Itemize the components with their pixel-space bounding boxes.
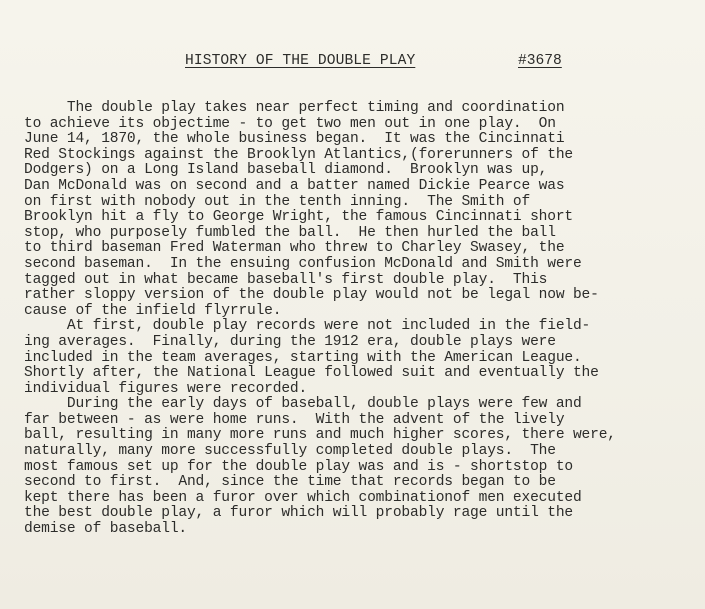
body-line: tagged out in what became baseball's first double play. This (24, 271, 548, 288)
body-line: far between - as were home runs. With the advent of the lively (24, 411, 565, 428)
body-line: second to first. And, since the time that records began to be (24, 474, 556, 491)
document-number: #3678 (518, 53, 562, 69)
body-line: Brooklyn hit a fly to George Wright, the famous Cincinnati short (24, 209, 573, 226)
body-line: At first, double play records were not included in the field- (24, 318, 591, 335)
body-line: on first with nobody out in the tenth inning. The Smith of (24, 193, 531, 210)
body-line: kept there has been a furor over which combinationof men executed (24, 489, 582, 506)
body-line: demise of baseball. (24, 521, 187, 538)
document-title: HISTORY OF THE DOUBLE PLAY (185, 53, 416, 69)
body-line: individual figures were recorded. (24, 380, 308, 397)
document-header (185, 50, 585, 72)
body-line: Dodgers) on a Long Island baseball diamond. Brooklyn was up, (24, 162, 548, 179)
body-line: Red Stockings against the Brooklyn Atlantics,(forerunners of the (24, 146, 573, 163)
body-line: June 14, 1870, the whole business began. It was the Cincinnati (24, 131, 565, 148)
body-line: Shortly after, the National League followed suit and eventually the (24, 365, 599, 382)
body-line: stop, who purposely fumbled the ball. He then hurled the ball (24, 224, 556, 241)
body-line: ing averages. Finally, during the 1912 era, double plays were (24, 333, 556, 350)
document-body (24, 101, 699, 538)
body-line: included in the team averages, starting with the American League. (24, 349, 582, 366)
body-line: the best double play, a furor which will probably rage until the (24, 505, 573, 522)
body-line: During the early days of baseball, double plays were few and (24, 396, 582, 413)
body-line: naturally, many more successfully completed double plays. The (24, 443, 556, 460)
body-line: most famous set up for the double play was and is - shortstop to (24, 458, 573, 475)
body-line: The double play takes near perfect timing and coordination (24, 100, 565, 116)
body-line: ball, resulting in many more runs and much higher scores, there were, (24, 427, 616, 444)
body-line: to third baseman Fred Waterman who threw to Charley Swasey, the (24, 240, 565, 257)
body-line: second baseman. In the ensuing confusion McDonald and Smith were (24, 255, 582, 272)
body-line: rather sloppy version of the double play would not be legal now be- (24, 287, 599, 304)
body-line: to achieve its objectime - to get two men out in one play. On (24, 115, 556, 132)
body-line: cause of the infield flyrrule. (24, 302, 282, 319)
body-line: Dan McDonald was on second and a batter named Dickie Pearce was (24, 177, 565, 194)
